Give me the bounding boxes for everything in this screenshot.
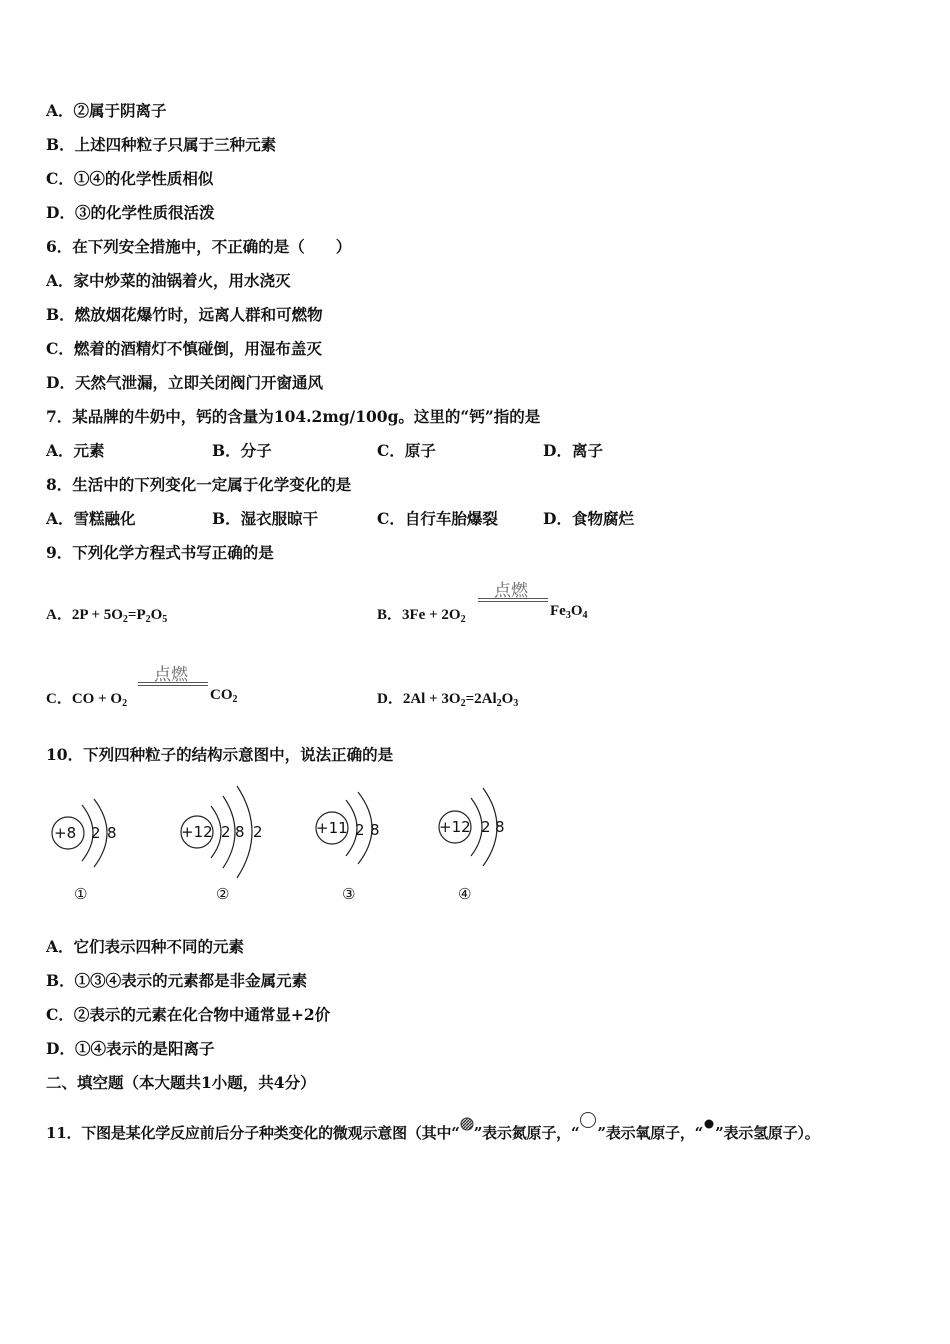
q7-stem: 7．某品牌的牛奶中，钙的含量为104.2mg/100g。这里的“钙”指的是: [46, 407, 541, 426]
particle-1-nucleus: +8: [54, 824, 77, 842]
q9-c-condition: 点燃: [154, 665, 188, 685]
q6-option-b: B．燃放烟花爆竹时，远离人群和可燃物: [46, 305, 323, 324]
q9-stem: 9．下列化学方程式书写正确的是: [46, 543, 274, 562]
q8-option-d: D．食物腐烂: [543, 509, 634, 528]
q8-stem: 8．生活中的下列变化一定属于化学变化的是: [46, 475, 352, 494]
particle-2-label: ②: [216, 885, 230, 903]
particle-3-shell-2: 8: [370, 821, 380, 839]
q10-stem: 10．下列四种粒子的结构示意图中，说法正确的是: [46, 745, 394, 764]
q11-stem: 11．下图是某化学反应前后分子种类变化的微观示意图（其中“ ”表示氮原子，“ ”表示氧原子，“ ”表示氢原子）。: [46, 1111, 820, 1143]
q10-option-c: C．②表示的元素在化合物中通常显+2价: [46, 1005, 331, 1024]
oxygen-atom-icon: [579, 1111, 597, 1129]
section-2-heading: 二、填空题（本大题共1小题，共4分）: [46, 1073, 316, 1092]
particle-2-nucleus: +12: [181, 823, 213, 841]
q9-option-d: D．$2Al + 3O_2=2Al_2O_3$: [377, 691, 519, 709]
hydrogen-atom-icon: [703, 1118, 715, 1130]
particle-2-shell-1: 2: [221, 823, 231, 841]
particle-1-shell-2: 8: [107, 824, 117, 842]
particle-3-shell-1: 2: [355, 821, 365, 839]
particle-4-nucleus: +12: [439, 818, 471, 836]
q10-option-d: D．①④表示的是阳离子: [46, 1039, 215, 1058]
q8-option-b: B．湿衣服晾干: [212, 509, 319, 528]
q7-option-c: C．原子: [377, 441, 436, 460]
q9-option-c-left: C．CO + $O_2$: [46, 691, 128, 709]
particle-3-diagram: [310, 788, 400, 872]
q9-option-a: A．$2P + 5O_2=P_2O_5$: [46, 607, 168, 625]
particle-3-nucleus: +11: [316, 819, 348, 837]
q9-option-b-left: B．$3Fe + 2O_2$: [377, 607, 466, 625]
particle-1-label: ①: [74, 885, 88, 903]
particle-2-shell-2: 8: [235, 823, 245, 841]
q5-option-a: A．②属于阴离子: [46, 101, 167, 120]
particle-4-shell-1: 2: [481, 818, 491, 836]
q5-option-d: D．③的化学性质很活泼: [46, 203, 215, 222]
particle-1-diagram: [46, 788, 136, 872]
q6-option-c: C．燃着的酒精灯不慎碰倒，用湿布盖灭: [46, 339, 322, 358]
q7-option-d: D．离子: [543, 441, 603, 460]
particle-2-shell-3: 2: [253, 823, 263, 841]
q6-option-a: A．家中炒菜的油锅着火，用水浇灭: [46, 271, 291, 290]
nitrogen-atom-icon: [460, 1117, 474, 1131]
q7-option-a: A．元素: [46, 441, 105, 460]
q6-stem: 6．在下列安全措施中，不正确的是（ ）: [46, 237, 352, 256]
q10-option-a: A．它们表示四种不同的元素: [46, 937, 245, 956]
particle-4-shell-2: 8: [495, 818, 505, 836]
q9-option-b-right: $Fe_3O_4$: [550, 603, 588, 621]
particle-4-label: ④: [458, 885, 472, 903]
q10-option-b: B．①③④表示的元素都是非金属元素: [46, 971, 308, 990]
q9-c-equals-sign: [138, 682, 208, 686]
q9-b-equals-sign: [478, 598, 548, 602]
q6-option-d: D．天然气泄漏，立即关闭阀门开窗通风: [46, 373, 323, 392]
particle-3-label: ③: [342, 885, 356, 903]
q8-option-a: A．雪糕融化: [46, 509, 136, 528]
particle-4-diagram: [435, 782, 525, 866]
particle-1-shell-1: 2: [91, 824, 101, 842]
q9-b-condition: 点燃: [494, 581, 528, 601]
q5-option-b: B．上述四种粒子只属于三种元素: [46, 135, 277, 154]
q5-option-c: C．①④的化学性质相似: [46, 169, 214, 188]
q9-option-c-right: $CO_2$: [210, 687, 238, 705]
q7-option-b: B．分子: [212, 441, 272, 460]
particle-2-diagram: [175, 778, 275, 882]
q8-option-c: C．自行车胎爆裂: [377, 509, 498, 528]
